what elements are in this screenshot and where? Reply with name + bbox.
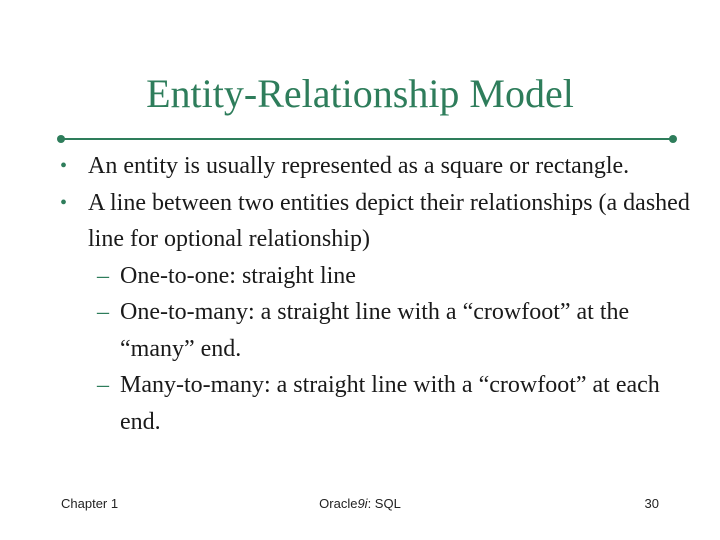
sub-bullet-item bbox=[60, 258, 700, 295]
bullet-dot-icon: • bbox=[60, 155, 68, 177]
slide-content bbox=[60, 148, 700, 440]
footer-chapter: Chapter 1 bbox=[61, 496, 119, 511]
sub-bullet-text: Many-to-many: a straight line with a “crowfoot” at each end. bbox=[120, 372, 660, 435]
divider-right-dot bbox=[669, 135, 677, 143]
footer-page-number: 30 bbox=[644, 496, 659, 511]
bullet-item bbox=[60, 185, 700, 258]
footer-course-suffix: : SQL bbox=[367, 496, 401, 511]
divider-left-dot bbox=[57, 135, 65, 143]
bullet-text: An entity is usually represented as a square or rectangle. bbox=[88, 153, 630, 179]
sub-bullet-item bbox=[60, 367, 700, 440]
title-divider bbox=[60, 138, 676, 140]
slide-title: Entity-Relationship Model bbox=[146, 71, 574, 116]
sub-bullet-text: One-to-many: a straight line with a “crowfoot” at the “many” end. bbox=[120, 299, 630, 362]
footer-course-prefix: Oracle bbox=[319, 496, 358, 511]
en-dash-icon: – bbox=[97, 262, 109, 289]
bullet-item bbox=[60, 148, 700, 185]
en-dash-icon: – bbox=[97, 372, 109, 398]
footer-course-italic: 9i bbox=[357, 496, 368, 511]
sub-bullet-text: One-to-one: straight line bbox=[120, 262, 356, 289]
en-dash-icon: – bbox=[97, 299, 109, 325]
sub-bullet-item bbox=[60, 294, 700, 367]
bullet-dot-icon: • bbox=[60, 191, 68, 214]
bullet-text: A line between two entities depict their relationships (a dashed line for optional relationship) bbox=[88, 189, 690, 252]
